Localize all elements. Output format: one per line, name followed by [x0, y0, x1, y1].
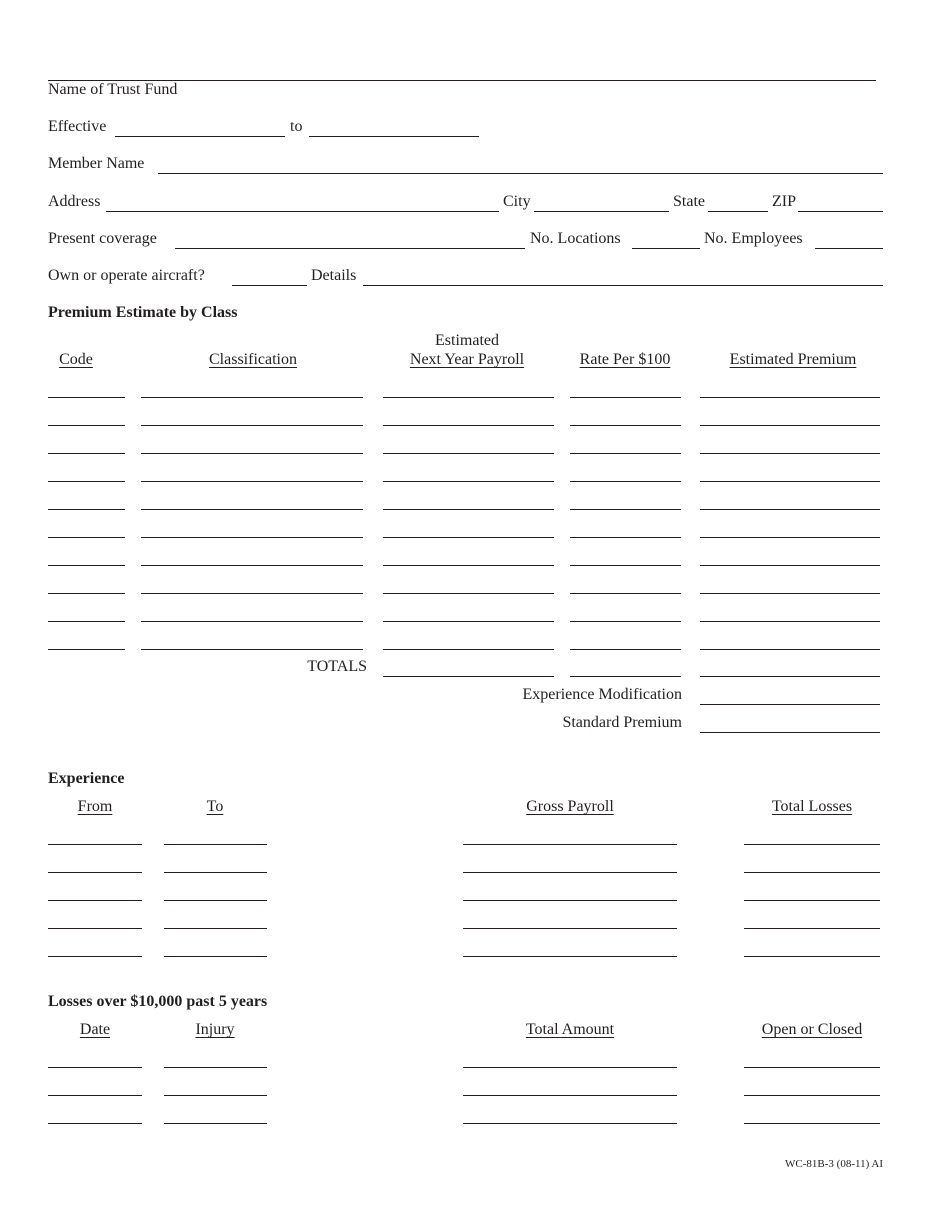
experience-row-total-losses-field[interactable] [744, 844, 880, 845]
losses-row-injury-field[interactable] [164, 1123, 267, 1124]
city-label: City [503, 193, 531, 210]
experience-row-total-losses-field[interactable] [744, 956, 880, 957]
effective-from-field[interactable] [115, 136, 285, 137]
experience-row-gross-payroll-field[interactable] [463, 844, 677, 845]
premium-row-payroll-field[interactable] [383, 621, 554, 622]
details-field[interactable] [363, 285, 883, 286]
state-field[interactable] [708, 211, 768, 212]
experience-row-to-field[interactable] [164, 872, 267, 873]
zip-label: ZIP [772, 193, 796, 210]
premium-section-title: Premium Estimate by Class [48, 304, 238, 321]
premium-row-classification-field[interactable] [141, 397, 363, 398]
premium-row-premium-field[interactable] [700, 593, 880, 594]
premium-row-premium-field[interactable] [700, 621, 880, 622]
no-employees-field[interactable] [815, 248, 883, 249]
no-employees-label: No. Employees [704, 230, 803, 247]
premium-row-code-field[interactable] [48, 537, 125, 538]
totals-label: TOTALS [307, 658, 367, 675]
effective-label: Effective [48, 118, 107, 135]
losses-row-open-closed-field[interactable] [744, 1095, 880, 1096]
experience-row-gross-payroll-field[interactable] [463, 900, 677, 901]
premium-row-payroll-field[interactable] [383, 593, 554, 594]
no-locations-label: No. Locations [530, 230, 621, 247]
experience-row-to-field[interactable] [164, 928, 267, 929]
col-header-code: Code [59, 351, 93, 368]
premium-row-rate-field[interactable] [570, 621, 681, 622]
experience-row-to-field[interactable] [164, 900, 267, 901]
experience-mod-field[interactable] [700, 704, 880, 705]
col-header-from: From [77, 798, 113, 815]
premium-row-payroll-field[interactable] [383, 565, 554, 566]
col-header-to: To [206, 798, 224, 815]
premium-row-classification-field[interactable] [141, 593, 363, 594]
col-header-payroll-top: Estimated [435, 332, 499, 349]
no-locations-field[interactable] [632, 248, 700, 249]
experience-row-from-field[interactable] [48, 956, 142, 957]
premium-row-premium-field[interactable] [700, 453, 880, 454]
premium-row-code-field[interactable] [48, 453, 125, 454]
premium-row-premium-field[interactable] [700, 481, 880, 482]
premium-row-code-field[interactable] [48, 481, 125, 482]
col-header-classification: Classification [209, 351, 297, 368]
effective-to-label: to [290, 118, 303, 135]
premium-row-payroll-field[interactable] [383, 537, 554, 538]
premium-row-rate-field[interactable] [570, 593, 681, 594]
premium-row-payroll-field[interactable] [383, 453, 554, 454]
address-field[interactable] [106, 211, 499, 212]
premium-row-code-field[interactable] [48, 649, 125, 650]
losses-row-open-closed-field[interactable] [744, 1067, 880, 1068]
premium-row-classification-field[interactable] [141, 425, 363, 426]
premium-row-classification-field[interactable] [141, 481, 363, 482]
standard-premium-field[interactable] [700, 732, 880, 733]
col-header-premium: Estimated Premium [729, 351, 857, 368]
premium-row-classification-field[interactable] [141, 565, 363, 566]
experience-row-from-field[interactable] [48, 900, 142, 901]
trust-fund-label: Name of Trust Fund [48, 81, 178, 98]
premium-row-code-field[interactable] [48, 397, 125, 398]
premium-row-classification-field[interactable] [141, 621, 363, 622]
premium-row-rate-field[interactable] [570, 397, 681, 398]
premium-row-premium-field[interactable] [700, 649, 880, 650]
address-label: Address [48, 193, 101, 210]
city-field[interactable] [534, 211, 669, 212]
experience-row-total-losses-field[interactable] [744, 928, 880, 929]
premium-row-rate-field[interactable] [570, 565, 681, 566]
experience-row-to-field[interactable] [164, 844, 267, 845]
premium-row-rate-field[interactable] [570, 537, 681, 538]
premium-row-payroll-field[interactable] [383, 649, 554, 650]
premium-row-classification-field[interactable] [141, 509, 363, 510]
premium-row-premium-field[interactable] [700, 397, 880, 398]
premium-row-classification-field[interactable] [141, 649, 363, 650]
experience-row-from-field[interactable] [48, 844, 142, 845]
experience-row-gross-payroll-field[interactable] [463, 928, 677, 929]
effective-to-field[interactable] [309, 136, 479, 137]
totals-premium-field[interactable] [700, 676, 880, 677]
premium-row-code-field[interactable] [48, 565, 125, 566]
member-name-field[interactable] [158, 173, 883, 174]
premium-row-payroll-field[interactable] [383, 481, 554, 482]
totals-rate-field[interactable] [570, 676, 681, 677]
standard-premium-label: Standard Premium [562, 714, 682, 731]
col-header-gross-payroll: Gross Payroll [526, 798, 614, 815]
premium-row-premium-field[interactable] [700, 537, 880, 538]
premium-row-code-field[interactable] [48, 621, 125, 622]
premium-row-rate-field[interactable] [570, 481, 681, 482]
col-header-payroll: Next Year Payroll [409, 351, 525, 368]
losses-row-date-field[interactable] [48, 1095, 142, 1096]
premium-row-code-field[interactable] [48, 509, 125, 510]
col-header-total-amount: Total Amount [525, 1021, 615, 1038]
experience-row-gross-payroll-field[interactable] [463, 956, 677, 957]
col-header-date: Date [79, 1021, 111, 1038]
experience-row-from-field[interactable] [48, 872, 142, 873]
form-id: WC-81B-3 (08-11) AI [785, 1158, 883, 1170]
experience-mod-label: Experience Modification [522, 686, 682, 703]
premium-row-premium-field[interactable] [700, 509, 880, 510]
experience-row-gross-payroll-field[interactable] [463, 872, 677, 873]
premium-row-classification-field[interactable] [141, 537, 363, 538]
premium-row-classification-field[interactable] [141, 453, 363, 454]
losses-row-date-field[interactable] [48, 1067, 142, 1068]
losses-row-injury-field[interactable] [164, 1095, 267, 1096]
col-header-open-closed: Open or Closed [761, 1021, 863, 1038]
premium-row-payroll-field[interactable] [383, 425, 554, 426]
losses-row-open-closed-field[interactable] [744, 1123, 880, 1124]
totals-payroll-field[interactable] [383, 676, 554, 677]
losses-row-injury-field[interactable] [164, 1067, 267, 1068]
state-label: State [673, 193, 705, 210]
premium-row-rate-field[interactable] [570, 649, 681, 650]
experience-row-to-field[interactable] [164, 956, 267, 957]
premium-row-rate-field[interactable] [570, 453, 681, 454]
col-header-rate: Rate Per $100 [579, 351, 671, 368]
details-label: Details [311, 267, 357, 284]
premium-row-premium-field[interactable] [700, 565, 880, 566]
zip-field[interactable] [798, 211, 883, 212]
aircraft-label: Own or operate aircraft? [48, 267, 205, 284]
premium-row-code-field[interactable] [48, 425, 125, 426]
experience-row-from-field[interactable] [48, 928, 142, 929]
losses-row-total-amount-field[interactable] [463, 1123, 677, 1124]
losses-row-total-amount-field[interactable] [463, 1095, 677, 1096]
experience-row-total-losses-field[interactable] [744, 900, 880, 901]
premium-row-code-field[interactable] [48, 593, 125, 594]
col-header-injury: Injury [195, 1021, 235, 1038]
member-name-label: Member Name [48, 155, 145, 172]
present-coverage-field[interactable] [175, 248, 525, 249]
premium-row-premium-field[interactable] [700, 425, 880, 426]
experience-section-title: Experience [48, 770, 125, 787]
losses-section-title: Losses over $10,000 past 5 years [48, 993, 268, 1010]
premium-row-rate-field[interactable] [570, 509, 681, 510]
present-coverage-label: Present coverage [48, 230, 157, 247]
aircraft-field[interactable] [232, 285, 307, 286]
premium-row-rate-field[interactable] [570, 425, 681, 426]
premium-row-payroll-field[interactable] [383, 509, 554, 510]
losses-row-total-amount-field[interactable] [463, 1067, 677, 1068]
experience-row-total-losses-field[interactable] [744, 872, 880, 873]
losses-row-date-field[interactable] [48, 1123, 142, 1124]
premium-row-payroll-field[interactable] [383, 397, 554, 398]
col-header-total-losses: Total Losses [771, 798, 853, 815]
